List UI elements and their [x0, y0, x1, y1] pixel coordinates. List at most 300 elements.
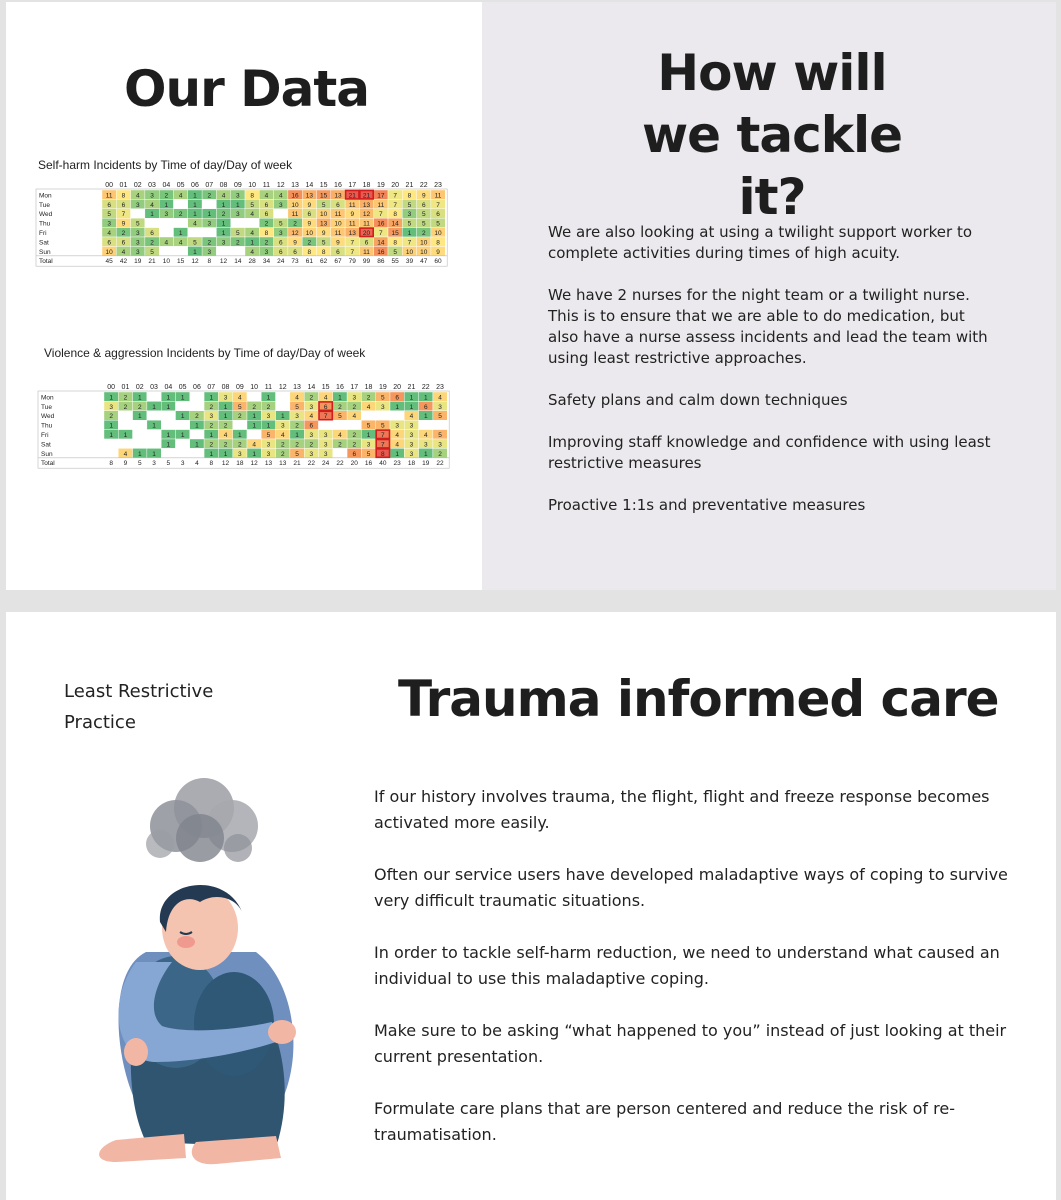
- tackle-bullet: Proactive 1:1s and preventative measures: [548, 496, 866, 514]
- cell-value: 1: [166, 432, 171, 439]
- cell-value: 4: [395, 441, 399, 449]
- total-value: 21: [148, 258, 156, 266]
- heatmap-cell: [159, 246, 173, 255]
- cell-value: 5: [238, 403, 242, 411]
- total-value: 62: [320, 258, 328, 266]
- cell-value: 9: [350, 211, 355, 219]
- cell-value: 4: [252, 441, 256, 449]
- heatmap-cell: [190, 430, 204, 439]
- heatmap-cell: [161, 420, 175, 429]
- heatmap-cell: [133, 430, 147, 439]
- cell-value: 2: [264, 220, 269, 228]
- cell-value: 15: [320, 192, 328, 200]
- cell-value: 9: [336, 239, 340, 247]
- heatmap-cell: [233, 420, 247, 429]
- total-value: 3: [152, 460, 156, 468]
- heatmap-cell: [174, 199, 188, 208]
- heatmap-cell: [190, 448, 204, 457]
- column-header: 04: [162, 182, 171, 189]
- cell-value: 6: [121, 239, 126, 247]
- sad-person-with-cloud-illustration: [76, 762, 336, 1172]
- column-header: 04: [164, 384, 173, 391]
- column-header: 16: [336, 384, 344, 391]
- total-value: 12: [250, 460, 258, 468]
- cell-value: 2: [309, 394, 314, 402]
- column-header: 23: [436, 384, 444, 391]
- cell-value: 2: [137, 403, 142, 411]
- total-value: 14: [234, 258, 242, 266]
- heatmap-cell: [147, 439, 161, 448]
- cell-value: 1: [423, 450, 428, 458]
- total-value: 16: [364, 460, 373, 468]
- cell-value: 5: [338, 413, 342, 421]
- cell-value: 17: [377, 192, 385, 200]
- cell-value: 1: [166, 441, 171, 449]
- total-value: 12: [191, 258, 199, 266]
- cell-value: 3: [135, 230, 140, 237]
- tackle-bullet: Improving staff knowledge and confidence with using least restrictive measures: [548, 433, 991, 472]
- cell-value: 5: [393, 248, 397, 256]
- column-header: 10: [250, 384, 259, 391]
- column-header: 18: [362, 182, 371, 189]
- cell-value: 3: [164, 211, 169, 219]
- cell-value: 10: [334, 220, 342, 228]
- heatmap-cell: [147, 430, 161, 439]
- cell-value: 2: [209, 403, 214, 411]
- cell-value: 16: [291, 192, 299, 200]
- heatmap-cell: [376, 411, 390, 420]
- cell-value: 1: [407, 230, 412, 237]
- cell-value: 5: [250, 201, 254, 209]
- heatmap-cell: [147, 411, 161, 420]
- column-header: 06: [191, 182, 199, 189]
- cell-value: 5: [321, 201, 326, 209]
- column-header: 15: [321, 384, 330, 391]
- cell-value: 10: [420, 248, 428, 256]
- column-header: 00: [107, 384, 116, 391]
- heatmap-cell: [333, 420, 347, 429]
- cell-value: 15: [391, 230, 399, 237]
- column-header: 07: [207, 384, 216, 391]
- cell-value: 4: [250, 211, 254, 219]
- cell-value: 1: [409, 403, 414, 411]
- heatmap-cell: [104, 448, 118, 457]
- cell-value: 2: [195, 413, 199, 421]
- cell-value: 5: [438, 432, 442, 439]
- violence-heatmap: [38, 382, 451, 469]
- column-header: 05: [176, 182, 185, 189]
- cell-value: 5: [366, 450, 371, 458]
- cell-value: 13: [320, 220, 328, 228]
- column-header: 05: [178, 384, 187, 391]
- trauma-paragraph: If our history involves trauma, the flight, flight and freeze response becomes activated more easily.: [374, 787, 990, 832]
- cell-value: 3: [266, 441, 271, 449]
- column-header: 13: [293, 384, 301, 391]
- cell-value: 2: [295, 422, 299, 430]
- heatmap-cell: [118, 411, 132, 420]
- cell-value: 3: [207, 220, 212, 228]
- cell-value: 6: [107, 239, 111, 247]
- cell-value: 7: [323, 413, 328, 421]
- total-value: 12: [219, 258, 228, 266]
- cell-value: 1: [366, 432, 371, 439]
- cell-value: 1: [193, 192, 197, 200]
- total-value: 15: [177, 258, 185, 266]
- cell-value: 2: [252, 403, 256, 411]
- cell-value: 3: [309, 403, 314, 411]
- cell-value: 11: [348, 220, 356, 228]
- cell-value: 6: [323, 403, 328, 411]
- heatmap-cell: [176, 448, 190, 457]
- column-header: 23: [434, 182, 442, 189]
- cell-value: 5: [421, 211, 426, 219]
- cell-value: 7: [393, 192, 397, 200]
- cell-value: 5: [381, 422, 385, 430]
- cell-value: 3: [395, 422, 399, 430]
- column-header: 15: [319, 182, 328, 189]
- cell-value: 1: [221, 201, 226, 209]
- column-header: 22: [421, 384, 430, 391]
- cell-value: 1: [250, 239, 254, 247]
- column-header: 20: [391, 182, 400, 189]
- trauma-paragraphs: [374, 784, 1014, 1174]
- cell-value: 7: [381, 432, 385, 439]
- cell-value: 3: [278, 201, 283, 209]
- cell-value: 12: [291, 230, 299, 237]
- heatmap-cell: [174, 218, 188, 227]
- total-value: 86: [377, 258, 385, 266]
- row-label: Fri: [39, 230, 47, 237]
- cell-value: 1: [193, 248, 197, 256]
- column-header: 09: [235, 384, 244, 391]
- cell-value: 1: [193, 211, 197, 219]
- cell-value: 5: [421, 220, 426, 228]
- cell-value: 1: [221, 230, 226, 237]
- cell-value: 11: [363, 248, 370, 256]
- cell-value: 1: [209, 450, 214, 458]
- cell-value: 1: [180, 413, 185, 421]
- column-header: 17: [350, 384, 359, 391]
- cell-value: 2: [421, 230, 426, 237]
- total-value: 73: [291, 258, 299, 266]
- cell-value: 4: [121, 248, 126, 256]
- row-label: Sun: [41, 450, 53, 458]
- row-label: Sun: [39, 248, 51, 256]
- total-value: 10: [162, 258, 170, 266]
- cell-value: 1: [166, 403, 171, 411]
- slide-trauma-informed-care: [6, 612, 1056, 1200]
- cell-value: 5: [278, 220, 283, 228]
- cell-value: 3: [236, 192, 240, 200]
- heatmap-cell: [176, 439, 190, 448]
- cell-value: 5: [321, 239, 326, 247]
- cell-value: 6: [336, 248, 340, 256]
- cell-value: 7: [121, 211, 126, 219]
- cell-value: 6: [121, 201, 126, 209]
- cell-value: 4: [178, 239, 183, 247]
- heatmap-cell: [174, 246, 188, 255]
- cell-value: 8: [307, 248, 312, 256]
- cell-value: 5: [436, 220, 440, 228]
- heatmap-cell: [145, 218, 159, 227]
- cell-value: 1: [338, 394, 342, 402]
- cell-value: 2: [295, 441, 299, 449]
- cell-value: 2: [280, 441, 285, 449]
- cell-value: 6: [336, 201, 340, 209]
- cell-value: 4: [323, 394, 328, 402]
- column-header: 20: [393, 384, 402, 391]
- cell-value: 13: [334, 192, 342, 200]
- total-value: 60: [434, 258, 442, 266]
- cell-value: 3: [323, 441, 328, 449]
- row-label: Thu: [41, 422, 53, 430]
- cell-value: 11: [334, 211, 342, 219]
- trauma-paragraph: Make sure to be asking “what happened to you” instead of just looking at their current presentation.: [374, 1021, 1007, 1066]
- cell-value: 2: [123, 403, 128, 411]
- total-value: 19: [134, 258, 142, 266]
- cell-value: 3: [135, 239, 140, 247]
- cell-value: 1: [180, 432, 185, 439]
- cell-value: 4: [352, 413, 357, 421]
- total-value: 67: [334, 258, 342, 266]
- self-harm-chart-title: Self-harm Incidents by Time of day/Day of week: [38, 158, 293, 172]
- total-value: 40: [379, 460, 387, 468]
- total-value: 21: [293, 460, 301, 468]
- row-label: Sat: [39, 239, 49, 247]
- cell-value: 7: [379, 211, 383, 219]
- cell-value: 2: [109, 413, 113, 421]
- cell-value: 6: [395, 394, 399, 402]
- cell-value: 8: [436, 239, 440, 247]
- cell-value: 1: [395, 450, 399, 458]
- cell-value: 1: [395, 403, 399, 411]
- row-label: Fri: [41, 432, 49, 439]
- cell-value: 3: [236, 211, 240, 219]
- cell-value: 4: [123, 450, 128, 458]
- tackle-bullet: We have 2 nurses for the night team or a twilight nurse. This is to ensure that we are able to do medication, but also have a nurse assess incidents and lead the team with using least restrictive approaches.: [548, 286, 988, 367]
- cell-value: 1: [109, 394, 113, 402]
- total-value: 8: [207, 258, 212, 266]
- heatmap-cell: [159, 228, 173, 237]
- heatmap-cell: [161, 448, 175, 457]
- heatmap-cell: [231, 218, 245, 227]
- cell-value: 1: [252, 422, 256, 430]
- cell-value: 4: [366, 403, 371, 411]
- cell-value: 2: [121, 230, 126, 237]
- cell-value: 9: [293, 239, 297, 247]
- cell-value: 3: [409, 441, 414, 449]
- cell-value: 3: [381, 403, 385, 411]
- cell-value: 21: [348, 192, 356, 200]
- cell-value: 4: [150, 201, 154, 209]
- column-header: 08: [221, 384, 230, 391]
- cell-value: 8: [264, 230, 269, 237]
- cell-value: 1: [109, 422, 113, 430]
- tackle-bullet: Safety plans and calm down techniques: [548, 391, 848, 409]
- cell-value: 9: [121, 220, 126, 228]
- total-value: 19: [422, 460, 430, 468]
- cell-value: 13: [348, 230, 356, 237]
- total-value: 18: [407, 460, 416, 468]
- cell-value: 9: [436, 248, 440, 256]
- cell-value: 14: [377, 239, 385, 247]
- cell-value: 8: [321, 248, 326, 256]
- cell-value: 6: [278, 239, 283, 247]
- cell-value: 11: [434, 192, 442, 200]
- cell-value: 2: [236, 239, 240, 247]
- cell-value: 3: [223, 394, 228, 402]
- cell-value: 4: [107, 230, 111, 237]
- cell-value: 4: [135, 192, 140, 200]
- cell-value: 3: [323, 450, 328, 458]
- cell-value: 2: [221, 211, 226, 219]
- cell-value: 1: [236, 201, 240, 209]
- cell-value: 2: [293, 220, 297, 228]
- cell-value: 7: [350, 239, 355, 247]
- cell-value: 10: [434, 230, 442, 237]
- cell-value: 1: [164, 201, 169, 209]
- heatmap-cell: [419, 420, 433, 429]
- slide-our-data: [6, 2, 1056, 590]
- cell-value: 21: [362, 192, 371, 200]
- cell-value: 20: [362, 230, 371, 237]
- total-value: 22: [436, 460, 444, 468]
- cell-value: 3: [109, 403, 113, 411]
- cell-value: 4: [193, 220, 197, 228]
- cell-value: 1: [123, 432, 128, 439]
- cell-value: 5: [295, 450, 299, 458]
- dark-cloud-icon: [146, 778, 258, 862]
- cell-value: 2: [223, 441, 228, 449]
- total-value: 22: [307, 460, 315, 468]
- cell-value: 4: [280, 432, 285, 439]
- cell-value: 5: [236, 230, 240, 237]
- cell-value: 6: [107, 201, 111, 209]
- cell-value: 1: [150, 211, 154, 219]
- cell-value: 1: [137, 450, 142, 458]
- violence-chart-title: Violence & aggression Incidents by Time of day/Day of week: [44, 346, 366, 360]
- cell-value: 1: [409, 394, 414, 402]
- cell-value: 3: [352, 394, 357, 402]
- total-value: 99: [362, 258, 371, 266]
- heatmap-cell: [147, 392, 161, 401]
- tackle-bullets: [548, 222, 998, 537]
- column-header: 19: [376, 182, 385, 189]
- cell-value: 16: [377, 220, 385, 228]
- cell-value: 2: [280, 450, 285, 458]
- cell-value: 6: [364, 239, 369, 247]
- cell-value: 8: [250, 192, 254, 200]
- cell-value: 1: [152, 422, 156, 430]
- cell-value: 1: [423, 413, 428, 421]
- cell-value: 3: [280, 422, 285, 430]
- column-header: 12: [276, 182, 285, 189]
- cell-value: 7: [350, 248, 355, 256]
- heatmap-cell: [276, 392, 290, 401]
- heatmap-cell: [176, 420, 190, 429]
- cell-value: 7: [381, 441, 385, 449]
- cell-value: 4: [250, 230, 254, 237]
- heatmap-cell: [202, 228, 216, 237]
- column-header: 21: [405, 182, 414, 189]
- total-value: 5: [166, 460, 171, 468]
- total-value: 24: [322, 460, 330, 468]
- cell-value: 1: [152, 450, 156, 458]
- total-value: 20: [350, 460, 358, 468]
- cell-value: 7: [407, 239, 412, 247]
- heatmap-cell: [104, 439, 118, 448]
- cell-value: 2: [366, 394, 371, 402]
- cell-value: 2: [123, 394, 128, 402]
- cell-value: 11: [377, 201, 385, 209]
- total-value: 22: [336, 460, 344, 468]
- cell-value: 3: [423, 441, 428, 449]
- cell-value: 8: [407, 192, 412, 200]
- cell-value: 7: [393, 201, 397, 209]
- cell-value: 1: [193, 201, 197, 209]
- total-value: 8: [209, 460, 214, 468]
- cell-value: 14: [391, 220, 399, 228]
- cell-value: 4: [409, 413, 414, 421]
- cell-value: 1: [238, 432, 242, 439]
- row-label: Mon: [39, 192, 52, 200]
- heatmap-cell: [202, 199, 216, 208]
- cell-value: 3: [366, 441, 371, 449]
- cell-value: 4: [295, 394, 299, 402]
- column-header: 11: [262, 182, 271, 189]
- heatmap-cell: [133, 420, 147, 429]
- cell-value: 4: [264, 192, 269, 200]
- column-header: 22: [419, 182, 428, 189]
- cell-value: 1: [280, 413, 285, 421]
- cell-value: 10: [291, 201, 299, 209]
- column-header: 02: [135, 384, 144, 391]
- heatmap-cell: [247, 392, 261, 401]
- cell-value: 3: [407, 211, 412, 219]
- trauma-paragraph: Formulate care plans that are person centered and reduce the risk of re-traumatisation.: [374, 1099, 955, 1144]
- column-header: 08: [219, 182, 228, 189]
- cell-value: 2: [264, 239, 269, 247]
- cell-value: 1: [209, 432, 214, 439]
- self-harm-heatmap: [36, 180, 449, 267]
- tackle-bullet: We are also looking at using a twilight support worker to complete activities during times of high acuity.: [548, 223, 973, 262]
- heatmap-cell: [216, 246, 230, 255]
- heatmap-cell: [190, 401, 204, 410]
- cell-value: 6: [264, 201, 269, 209]
- column-header: 18: [364, 384, 373, 391]
- tackle-title: How will we tackle it?: [641, 44, 903, 226]
- column-header: 00: [105, 182, 114, 189]
- cell-value: 4: [423, 432, 428, 439]
- cell-value: 1: [266, 394, 271, 402]
- cell-value: 3: [238, 450, 242, 458]
- heatmap-cell: [361, 411, 375, 420]
- total-value: 34: [262, 258, 271, 266]
- cell-value: 1: [137, 394, 142, 402]
- total-value: 55: [391, 258, 399, 266]
- cell-value: 3: [207, 248, 212, 256]
- column-header: 19: [378, 384, 387, 391]
- cell-value: 1: [423, 394, 428, 402]
- total-value: 4: [195, 460, 199, 468]
- cell-value: 8: [381, 450, 385, 458]
- heatmap-cell: [274, 209, 288, 218]
- cell-value: 6: [278, 248, 283, 256]
- heatmap-cell: [319, 420, 333, 429]
- cell-value: 5: [135, 220, 140, 228]
- cell-value: 2: [266, 403, 271, 411]
- cell-value: 10: [305, 230, 313, 237]
